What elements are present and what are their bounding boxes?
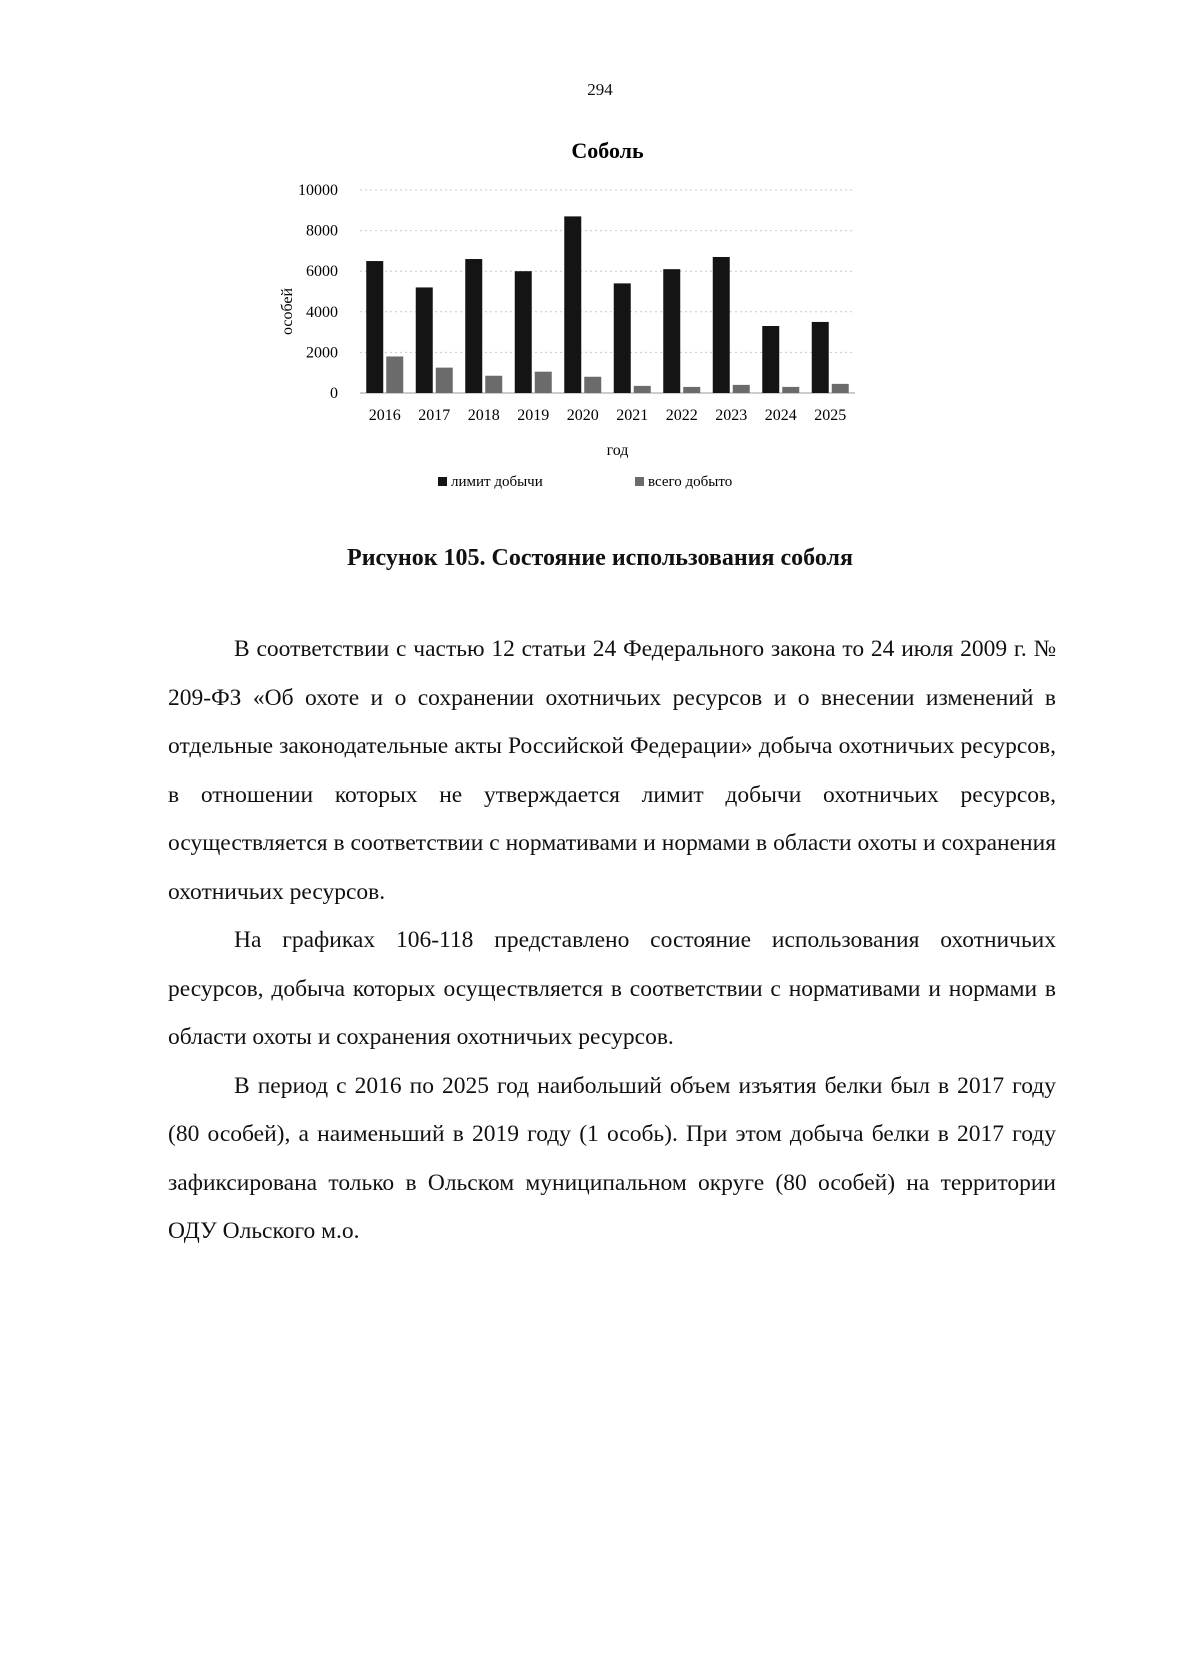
bar-harvested xyxy=(485,376,502,393)
bar-limit xyxy=(713,257,730,393)
paragraph-3: В период с 2016 по 2025 год наибольший объем изъятия белки был в 2017 году (80 особей), а наименьший в 2019 году (1 особь). При этом добыча белки в 2017 году зафиксирована только в Ольском муниципальном округе (80 особей) на территории ОДУ Ольского м.о. xyxy=(168,1072,1056,1244)
x-tick-label: 2024 xyxy=(764,407,797,424)
bar-harvested xyxy=(584,377,601,393)
figure-caption: Рисунок 105. Состояние использования соболя xyxy=(347,545,853,571)
paragraph-1: В соответствии с частью 12 статьи 24 Федерального закона то 24 июля 2009 г. № 209-ФЗ «Об охоте и о сохранении охотничьих ресурсов и о внесении изменений в отдельные законодательные акты Российской Федерации» добыча охотничьих ресурсов, в отношении которых не утверждается лимит добычи охотничьих ресурсов, осуществляется в соответствии с нормативами и нормами в области охоты и сохранения охотничьих ресурсов. xyxy=(168,636,1056,905)
bar-harvested xyxy=(832,384,849,393)
y-tick-label: 0 xyxy=(330,385,338,402)
x-tick-label: 2019 xyxy=(517,407,550,424)
paragraph-2: На графиках 106-118 представлено состояние использования охотничьих ресурсов, добыча которых осуществляется в соответствии с нормативами и нормами в области охоты и сохранения охотничьих ресурсов. xyxy=(168,927,1056,1050)
y-tick-label: 4000 xyxy=(306,303,338,321)
x-tick-label: 2018 xyxy=(467,407,500,424)
bar-harvested xyxy=(436,368,453,393)
x-tick-label: 2025 xyxy=(814,407,847,424)
bar-limit xyxy=(465,259,482,393)
y-axis-label: особей xyxy=(279,287,296,336)
bar-harvested xyxy=(683,387,700,393)
bar-harvested xyxy=(634,386,651,393)
chart-container xyxy=(270,138,920,518)
legend-swatch xyxy=(438,477,447,486)
page-number: 294 xyxy=(587,80,613,99)
y-tick-label: 6000 xyxy=(306,263,338,281)
x-tick-label: 2023 xyxy=(715,407,748,424)
bar-harvested xyxy=(386,356,403,393)
legend-swatch xyxy=(635,477,644,486)
x-tick-label: 2016 xyxy=(368,407,401,424)
bar-harvested xyxy=(535,372,552,393)
x-tick-label: 2022 xyxy=(665,407,698,424)
bar-limit xyxy=(564,216,581,393)
x-axis-label: год xyxy=(606,442,629,459)
bar-chart xyxy=(270,138,920,518)
y-tick-label: 2000 xyxy=(306,344,338,362)
y-tick-label: 10000 xyxy=(298,182,338,199)
legend-label: лимит добычи xyxy=(451,474,543,490)
bar-harvested xyxy=(733,385,750,393)
bar-limit xyxy=(366,261,383,393)
bar-limit xyxy=(812,322,829,393)
legend-label: всего добыто xyxy=(648,474,733,490)
bar-harvested xyxy=(782,387,799,393)
x-tick-label: 2021 xyxy=(616,407,649,424)
bar-limit xyxy=(515,271,532,393)
bar-limit xyxy=(614,283,631,393)
bar-limit xyxy=(663,269,680,393)
bar-limit xyxy=(762,326,779,393)
chart-title: Соболь xyxy=(571,138,644,163)
x-tick-label: 2017 xyxy=(418,407,451,424)
y-tick-label: 8000 xyxy=(306,222,338,240)
x-tick-label: 2020 xyxy=(566,407,599,424)
bar-limit xyxy=(416,287,433,393)
body-text xyxy=(168,625,1056,1256)
